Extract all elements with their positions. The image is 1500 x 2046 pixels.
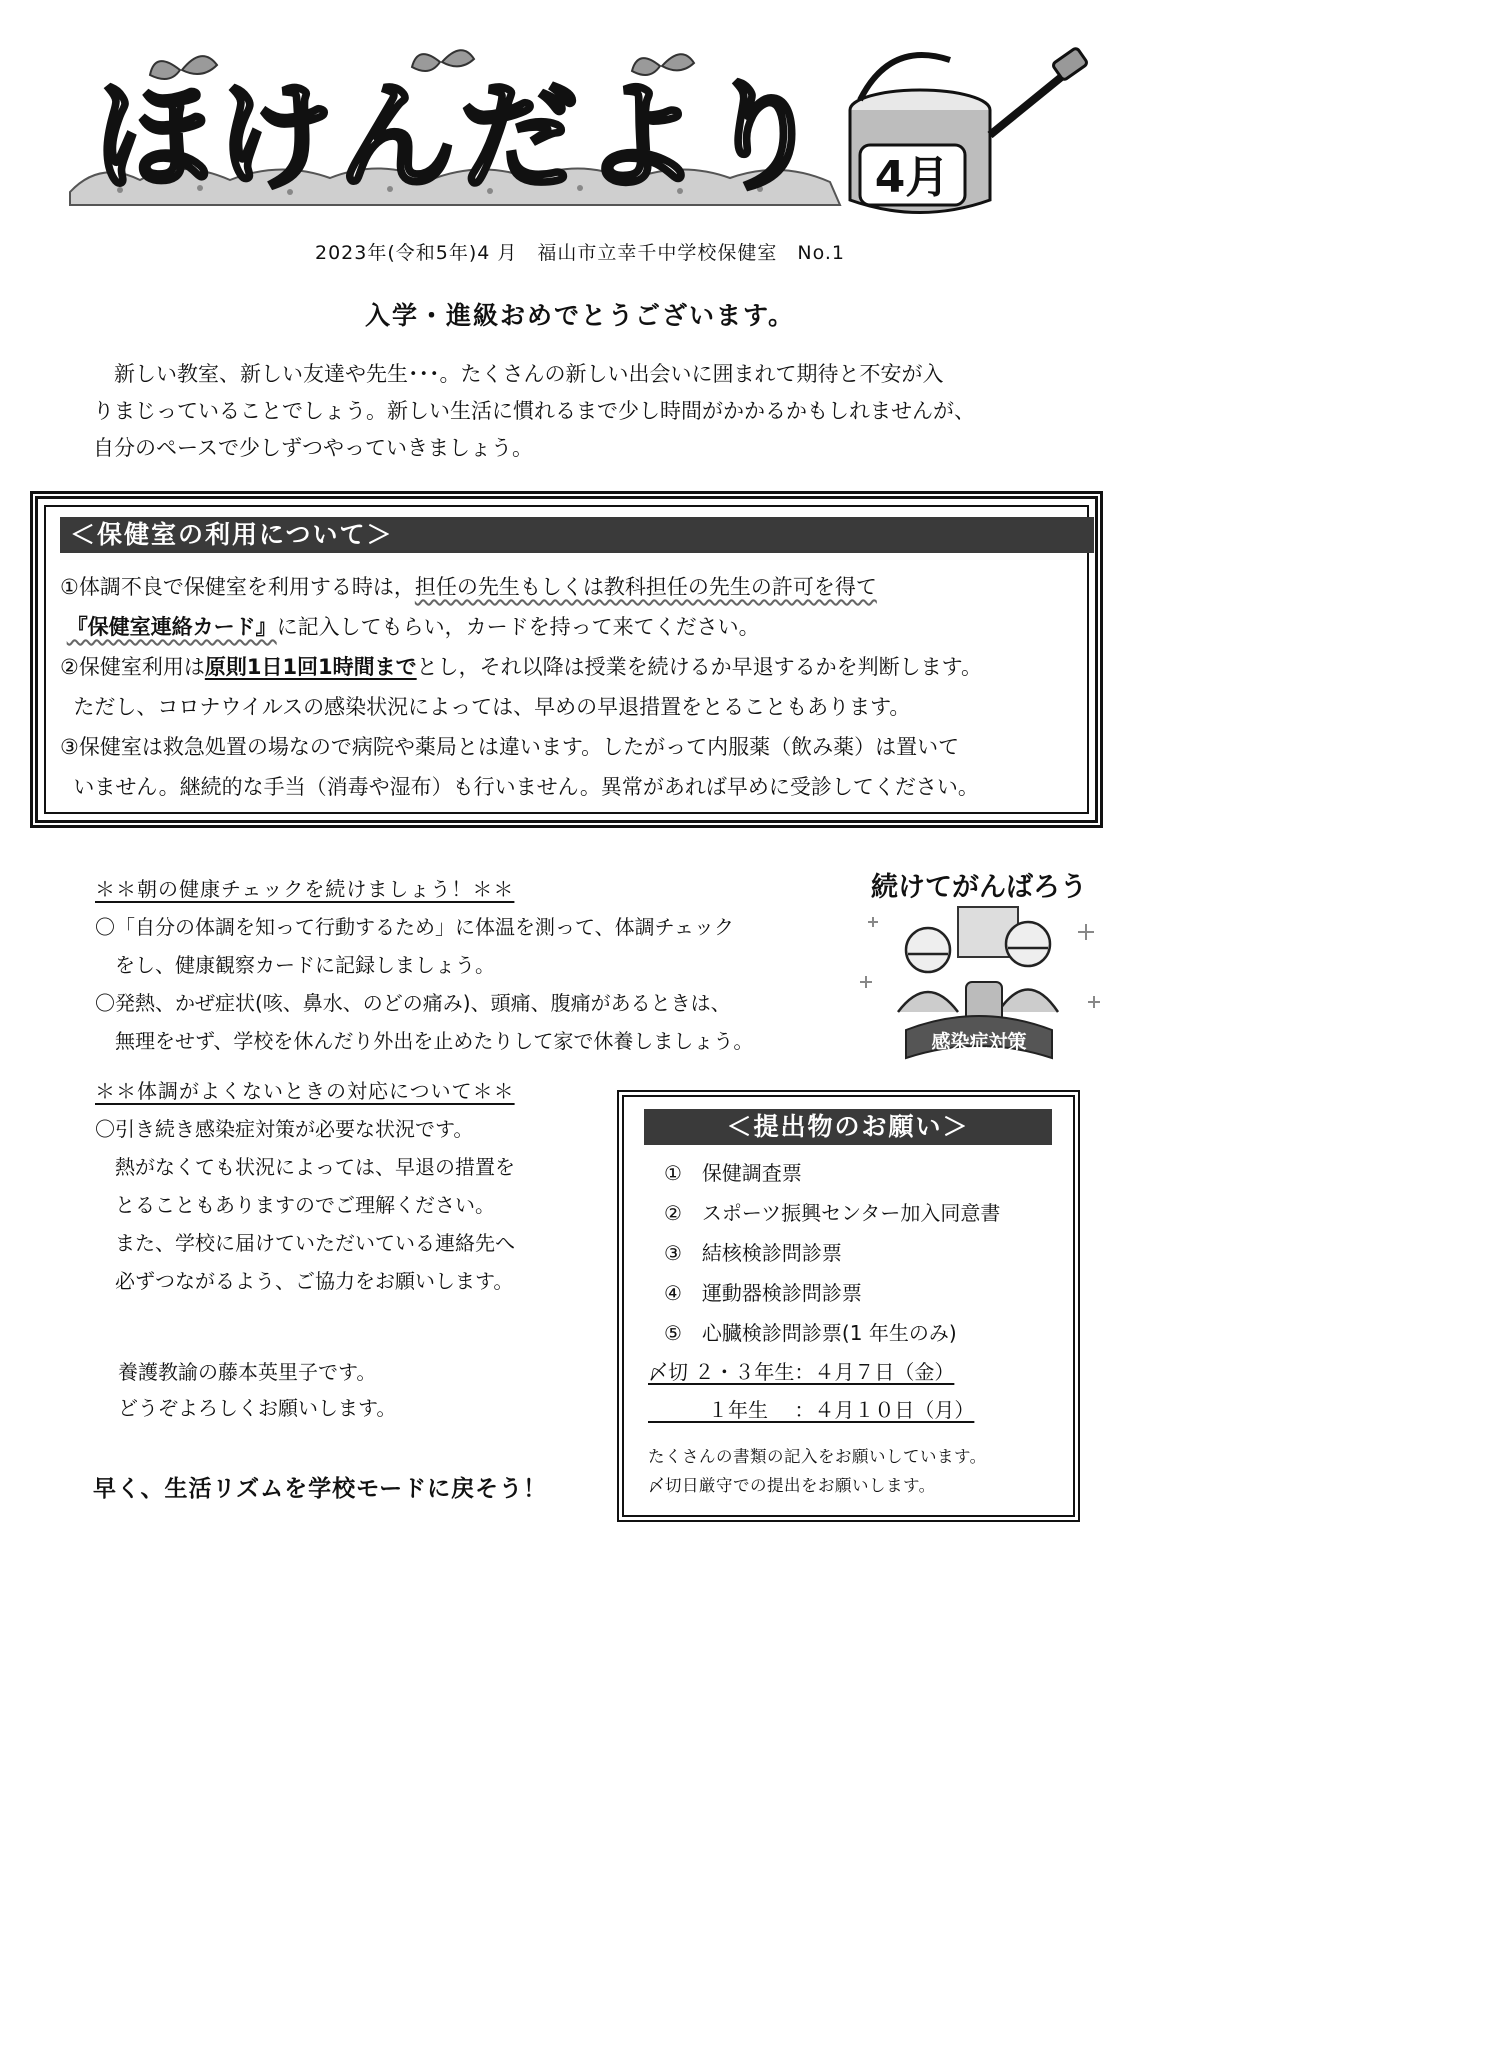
- usage-item-2: [60, 647, 1100, 687]
- infection-control-illustration: [848, 862, 1110, 1062]
- usage-text: に記入してもらい，カードを持って来てください。: [276, 615, 760, 639]
- closing-message: 早く、生活リズムを学校モードに戻そう！: [93, 1476, 548, 1502]
- submission-item: ④ 運動器検診問診票: [664, 1281, 862, 1305]
- intro-paragraph: [93, 356, 1053, 467]
- health-check-section: [95, 870, 795, 1060]
- greeting: [118, 1354, 396, 1426]
- usage-item-1-cont: [60, 607, 1100, 647]
- submission-note: [648, 1442, 987, 1500]
- usage-item-3-cont: [60, 767, 1100, 807]
- intro-line: りまじっていることでしょう。新しい生活に慣れるまで少し時間がかかるかもしれませんが、: [93, 399, 975, 423]
- issue-line: 2023年(令和5年)4 月 福山市立幸千中学校保健室 No.1: [314, 242, 846, 264]
- health-check-line: 〇発熱、かぜ症状(咳、鼻水、のどの痛み)、頭痛、腹痛があるときは、: [95, 991, 731, 1015]
- submission-list: [664, 1153, 1000, 1353]
- deadline-grades-2-3: 〆切 ２・３年生：４月７日（金）: [648, 1360, 955, 1384]
- condition-line: また、学校に届けていただいている連絡先へ: [95, 1231, 515, 1255]
- submission-item: ⑤ 心臓検診問診票(1 年生のみ): [664, 1321, 957, 1345]
- submission-title: ＜提出物のお願い＞: [644, 1109, 1052, 1145]
- health-check-heading: ＊＊朝の健康チェックを続けましょう！＊＊: [95, 877, 515, 901]
- illustration-caption-bottom: 感染症対策: [931, 1031, 1027, 1053]
- greeting-line: どうぞよろしくお願いします。: [118, 1396, 397, 1420]
- illustration-caption-top: 続けてがんばろう: [871, 872, 1087, 903]
- usage-item-3: ③保健室は救急処置の場なので病院や薬局とは違います。したがって内服薬（飲み薬）は置いて: [60, 735, 960, 759]
- greeting-line: 養護教諭の藤本英里子です。: [118, 1360, 377, 1384]
- usage-text: とし，それ以降は授業を続けるか早退するかを判断します。: [416, 655, 982, 679]
- condition-line: 必ずつながるよう、ご協力をお願いします。: [95, 1269, 514, 1293]
- submission-item: ① 保健調査票: [664, 1161, 802, 1185]
- masthead-logo: [60, 40, 1110, 230]
- submission-note-line: 〆切日厳守での提出をお願いします。: [648, 1476, 936, 1495]
- intro-line: 自分のペースで少しずつやっていきましょう。: [93, 436, 533, 460]
- condition-heading: ＊＊体調がよくないときの対応について＊＊: [95, 1079, 515, 1103]
- month-label: 4月: [874, 152, 950, 203]
- usage-highlight: 担任の先生もしくは教科担任の先生の許可を得て: [414, 575, 877, 599]
- condition-section: [95, 1072, 615, 1300]
- health-check-line: 〇「自分の体調を知って行動するため」に体温を測って、体調チェック: [95, 915, 734, 939]
- condition-line: 〇引き続き感染症対策が必要な状況です。: [95, 1117, 474, 1141]
- usage-rule: 原則1日1回1時間まで: [204, 655, 417, 679]
- usage-item-2-cont: [60, 687, 1100, 727]
- deadline-grade-1: １年生 ：４月１０日（月）: [648, 1398, 975, 1422]
- headline: 入学・進級おめでとうございます。: [364, 301, 795, 330]
- condition-line: 熱がなくても状況によっては、早退の措置を: [95, 1155, 515, 1179]
- submission-note-line: たくさんの書類の記入をお願いしています。: [648, 1447, 987, 1466]
- usage-title: ＜保健室の利用について＞: [60, 517, 1094, 553]
- usage-item-1: [60, 567, 1100, 607]
- usage-text: ①体調不良で保健室を利用する時は，: [60, 575, 415, 599]
- usage-text: ②保健室利用は: [60, 655, 205, 679]
- usage-box-inner: [44, 505, 1089, 814]
- submission-item: ③ 結核検診問診票: [664, 1241, 842, 1265]
- usage-list: [60, 567, 1100, 807]
- card-name: 『保健室連絡カード』: [66, 615, 277, 639]
- submission-box: [617, 1090, 1080, 1522]
- intro-line: 新しい教室、新しい友達や先生･･･。たくさんの新しい出会いに囲まれて期待と不安が入: [93, 362, 944, 386]
- health-check-line: 無理をせず、学校を休んだり外出を止めたりして家で休養しましょう。: [95, 1029, 754, 1053]
- health-check-line: をし、健康観察カードに記録しましょう。: [95, 953, 495, 977]
- deadline-block: [648, 1353, 974, 1429]
- masthead-title: ほけんだより: [93, 68, 827, 206]
- condition-line: とることもありますのでご理解ください。: [95, 1193, 495, 1217]
- usage-box: [30, 491, 1103, 828]
- submission-item: ② スポーツ振興センター加入同意書: [664, 1201, 1001, 1225]
- usage-text: ただし、コロナウイルスの感染状況によっては、早めの早退措置をとることもあります。: [73, 695, 911, 719]
- usage-text: いません。継続的な手当（消毒や湿布）も行いません。異常があれば早めに受診してください。: [73, 775, 979, 799]
